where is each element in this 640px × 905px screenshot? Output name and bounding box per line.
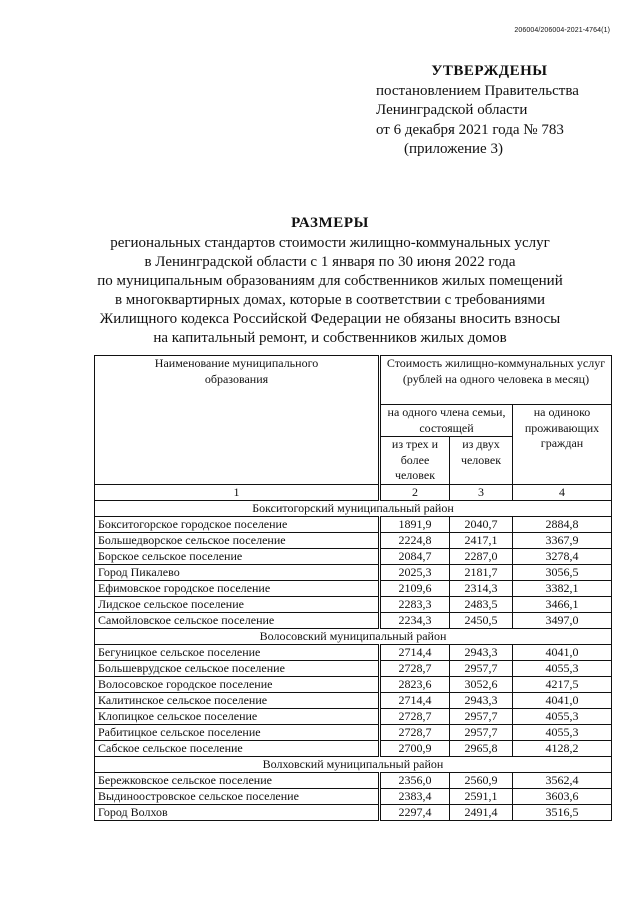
municipality-name: Город Волхов <box>95 805 380 821</box>
cost-two: 2491,4 <box>450 805 513 821</box>
municipality-name: Калитинское сельское поселение <box>95 693 380 709</box>
column-number: 1 <box>95 485 380 501</box>
cost-three-plus: 2084,7 <box>380 549 450 565</box>
cost-three-plus: 2025,3 <box>380 565 450 581</box>
cost-single: 3497,0 <box>513 613 612 629</box>
municipality-name: Клопицкое сельское поселение <box>95 709 380 725</box>
cost-two: 2957,7 <box>450 725 513 741</box>
table-row <box>95 677 612 693</box>
cost-two: 2957,7 <box>450 709 513 725</box>
title-line: в Ленинградской области с 1 января по 30 июня 2022 года <box>144 254 516 270</box>
cost-single: 3278,4 <box>513 549 612 565</box>
cost-two: 2181,7 <box>450 565 513 581</box>
table-row <box>95 661 612 677</box>
cost-single: 4217,5 <box>513 677 612 693</box>
header-family: на одного члена семьи, состоящей <box>380 405 513 437</box>
header-name: Наименование муниципального образования <box>95 356 380 485</box>
municipality-name: Бокситогорское городское поселение <box>95 517 380 533</box>
title-line: Жилищного кодекса Российской Федерации не обязаны вносить взносы <box>99 311 561 327</box>
municipality-name: Выдиноостровское сельское поселение <box>95 789 380 805</box>
column-number: 3 <box>450 485 513 501</box>
cost-two: 2314,3 <box>450 581 513 597</box>
table-row <box>95 741 612 757</box>
cost-three-plus: 2234,3 <box>380 613 450 629</box>
table-row <box>95 517 612 533</box>
district-name: Бокситогорский муниципальный район <box>95 501 612 517</box>
district-name: Волховский муниципальный район <box>95 757 612 773</box>
title-line: региональных стандартов стоимости жилищно-коммунальных услуг <box>110 235 550 251</box>
cost-single: 4041,0 <box>513 645 612 661</box>
approval-line: от 6 декабря 2021 года № 783 <box>376 121 564 138</box>
table-row <box>95 533 612 549</box>
cost-three-plus: 2714,4 <box>380 645 450 661</box>
title-heading: РАЗМЕРЫ <box>291 215 369 231</box>
municipality-name: Большедворское сельское поселение <box>95 533 380 549</box>
cost-three-plus: 2714,4 <box>380 693 450 709</box>
cost-three-plus: 2109,6 <box>380 581 450 597</box>
approval-appendix: (приложение 3) <box>404 141 503 157</box>
cost-single: 3562,4 <box>513 773 612 789</box>
table-row <box>95 613 612 629</box>
header-cost: Стоимость жилищно-коммунальных услуг (рублей на одного человека в месяц) <box>380 356 612 405</box>
cost-single: 3367,9 <box>513 533 612 549</box>
municipality-name: Бережковское сельское поселение <box>95 773 380 789</box>
cost-two: 2483,5 <box>450 597 513 613</box>
table-row <box>95 581 612 597</box>
table-row <box>95 709 612 725</box>
cost-two: 2287,0 <box>450 549 513 565</box>
header-two: из двух человек <box>450 437 513 485</box>
cost-two: 2965,8 <box>450 741 513 757</box>
cost-single: 4055,3 <box>513 709 612 725</box>
approval-line: Ленинградской области <box>376 102 528 118</box>
cost-three-plus: 2728,7 <box>380 661 450 677</box>
approval-block <box>376 62 579 160</box>
cost-two: 2417,1 <box>450 533 513 549</box>
municipality-name: Самойловское сельское поселение <box>95 613 380 629</box>
cost-three-plus: 2728,7 <box>380 725 450 741</box>
cost-single: 3516,5 <box>513 805 612 821</box>
cost-two: 2943,3 <box>450 693 513 709</box>
title-line: в многоквартирных домах, которые в соответствии с требованиями <box>114 292 546 308</box>
header-single: на одиноко проживающих граждан <box>513 405 612 485</box>
table-body <box>95 501 612 821</box>
cost-two: 2040,7 <box>450 517 513 533</box>
district-row <box>95 629 612 645</box>
cost-three-plus: 2700,9 <box>380 741 450 757</box>
table-row <box>95 725 612 741</box>
table-row <box>95 597 612 613</box>
cost-two: 2450,5 <box>450 613 513 629</box>
cost-two: 2591,1 <box>450 789 513 805</box>
municipality-name: Волосовское городское поселение <box>95 677 380 693</box>
title-line: на капитальный ремонт, и собственников жилых домов <box>153 330 507 346</box>
cost-two: 2560,9 <box>450 773 513 789</box>
district-row <box>95 757 612 773</box>
municipality-name: Ефимовское городское поселение <box>95 581 380 597</box>
cost-single: 4128,2 <box>513 741 612 757</box>
district-name: Волосовский муниципальный район <box>95 629 612 645</box>
cost-three-plus: 2297,4 <box>380 805 450 821</box>
table-row <box>95 645 612 661</box>
cost-single: 3382,1 <box>513 581 612 597</box>
cost-three-plus: 2383,4 <box>380 789 450 805</box>
cost-three-plus: 2823,6 <box>380 677 450 693</box>
table-row <box>95 565 612 581</box>
header-three: из трех и более человек <box>380 437 450 485</box>
table-row <box>95 805 612 821</box>
cost-single: 3603,6 <box>513 789 612 805</box>
title-line: по муниципальным образованиям для собственников жилых помещений <box>97 273 563 289</box>
municipality-name: Сабское сельское поселение <box>95 741 380 757</box>
cost-two: 2943,3 <box>450 645 513 661</box>
cost-three-plus: 2728,7 <box>380 709 450 725</box>
municipality-name: Борское сельское поселение <box>95 549 380 565</box>
column-number: 4 <box>513 485 612 501</box>
cost-two: 2957,7 <box>450 661 513 677</box>
cost-single: 4055,3 <box>513 661 612 677</box>
municipality-name: Большеврудское сельское поселение <box>95 661 380 677</box>
column-number: 2 <box>380 485 450 501</box>
document-id: 206004/206004-2021-4764(1) <box>514 27 610 34</box>
district-row <box>95 501 612 517</box>
cost-single: 4041,0 <box>513 693 612 709</box>
cost-single: 4055,3 <box>513 725 612 741</box>
cost-three-plus: 1891,9 <box>380 517 450 533</box>
municipality-name: Бегуницкое сельское поселение <box>95 645 380 661</box>
cost-three-plus: 2283,3 <box>380 597 450 613</box>
approval-line: постановлением Правительства <box>376 82 579 99</box>
cost-single: 3056,5 <box>513 565 612 581</box>
table-row <box>95 773 612 789</box>
municipality-name: Лидское сельское поселение <box>95 597 380 613</box>
approval-heading: УТВЕРЖДЕНЫ <box>431 63 548 79</box>
table-row <box>95 789 612 805</box>
cost-two: 3052,6 <box>450 677 513 693</box>
cost-single: 3466,1 <box>513 597 612 613</box>
document-title <box>70 214 590 348</box>
municipality-name: Город Пикалево <box>95 565 380 581</box>
cost-three-plus: 2224,8 <box>380 533 450 549</box>
municipality-name: Рабитицкое сельское поселение <box>95 725 380 741</box>
table-row <box>95 549 612 565</box>
cost-standards-table <box>94 355 612 821</box>
table-row <box>95 693 612 709</box>
cost-single: 2884,8 <box>513 517 612 533</box>
cost-three-plus: 2356,0 <box>380 773 450 789</box>
